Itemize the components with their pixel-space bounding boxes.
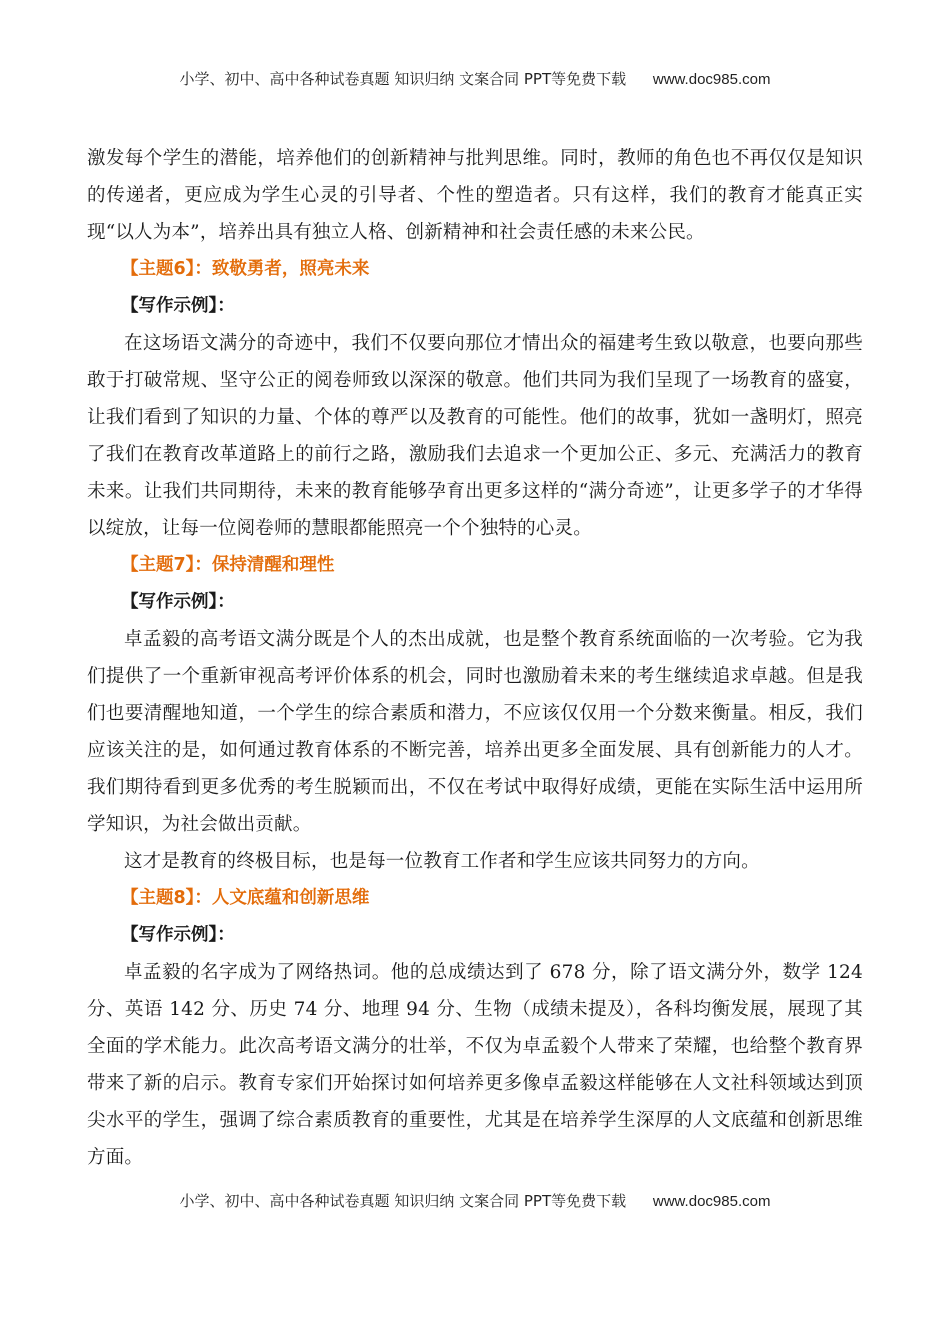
body-paragraph: 卓孟毅的名字成为了网络热词。他的总成绩达到了 678 分，除了语文满分外，数学 124 分、英语 142 分、历史 74 分、地理 94 分、生物（成绩未提及），各科均衡发展，展现了其全面的学术能力。此次高考语文满分的壮举，不仅为卓孟毅个人带来了荣耀，也给整个教育界带来了新的启示。教育专家们开始探讨如何培养更多像卓孟毅这样能够在人文社科领域达到顶尖水平的学生，强调了综合素质教育的重要性，尤其是在培养学生深厚的人文底蕴和创新思维方面。 [87,962,863,1168]
section-topic-8 [87,880,863,1176]
topic-heading: 【主题7】：保持清醒和理性 [121,555,335,575]
example-label: 【写作示例】： [121,925,235,945]
footer-text: 小学、初中、高中各种试卷真题 知识归纳 文案合同 PPT等免费下载 [179,1192,627,1210]
example-label: 【写作示例】： [121,296,235,316]
topic-heading: 【主题6】：致敬勇者，照亮未来 [121,259,370,279]
section-topic-7 [87,547,863,880]
page-header [0,68,950,89]
body-paragraph: 这才是教育的终极目标，也是每一位教育工作者和学生应该共同努力的方向。 [124,851,760,872]
document-body [87,140,863,1176]
header-text: 小学、初中、高中各种试卷真题 知识归纳 文案合同 PPT等免费下载 [179,70,627,88]
body-paragraph: 卓孟毅的高考语文满分既是个人的杰出成就，也是整个教育系统面临的一次考验。它为我们提供了一个重新审视高考评价体系的机会，同时也激励着未来的考生继续追求卓越。但是我们也要清醒地知道，一个学生的综合素质和潜力，不应该仅仅用一个分数来衡量。相反，我们应该关注的是，如何通过教育体系的不断完善，培养出更多全面发展、具有创新能力的人才。我们期待看到更多优秀的考生脱颖而出，不仅在考试中取得好成绩，更能在实际生活中运用所学知识，为社会做出贡献。 [87,629,863,835]
header-url[interactable]: www.doc985.com [652,71,771,88]
body-paragraph: 在这场语文满分的奇迹中，我们不仅要向那位才情出众的福建考生致以敬意，也要向那些敢于打破常规、坚守公正的阅卷师致以深深的敬意。他们共同为我们呈现了一场教育的盛宴，让我们看到了知识的力量、个体的尊严以及教育的可能性。他们的故事，犹如一盏明灯，照亮了我们在教育改革道路上的前行之路，激励我们去追求一个更加公正、多元、充满活力的教育未来。让我们共同期待，未来的教育能够孕育出更多这样的“满分奇迹”，让更多学子的才华得以绽放，让每一位阅卷师的慧眼都能照亮一个个独特的心灵。 [87,333,863,539]
section-topic-6 [87,251,863,547]
page-footer [0,1190,950,1211]
topic-heading: 【主题8】：人文底蕴和创新思维 [121,888,370,908]
intro-paragraph: 激发每个学生的潜能，培养他们的创新精神与批判思维。同时，教师的角色也不再仅仅是知识的传递者，更应成为学生心灵的引导者、个性的塑造者。只有这样，我们的教育才能真正实现“以人为本”，培养出具有独立人格、创新精神和社会责任感的未来公民。 [87,148,863,243]
footer-url[interactable]: www.doc985.com [652,1193,771,1210]
example-label: 【写作示例】： [121,592,235,612]
